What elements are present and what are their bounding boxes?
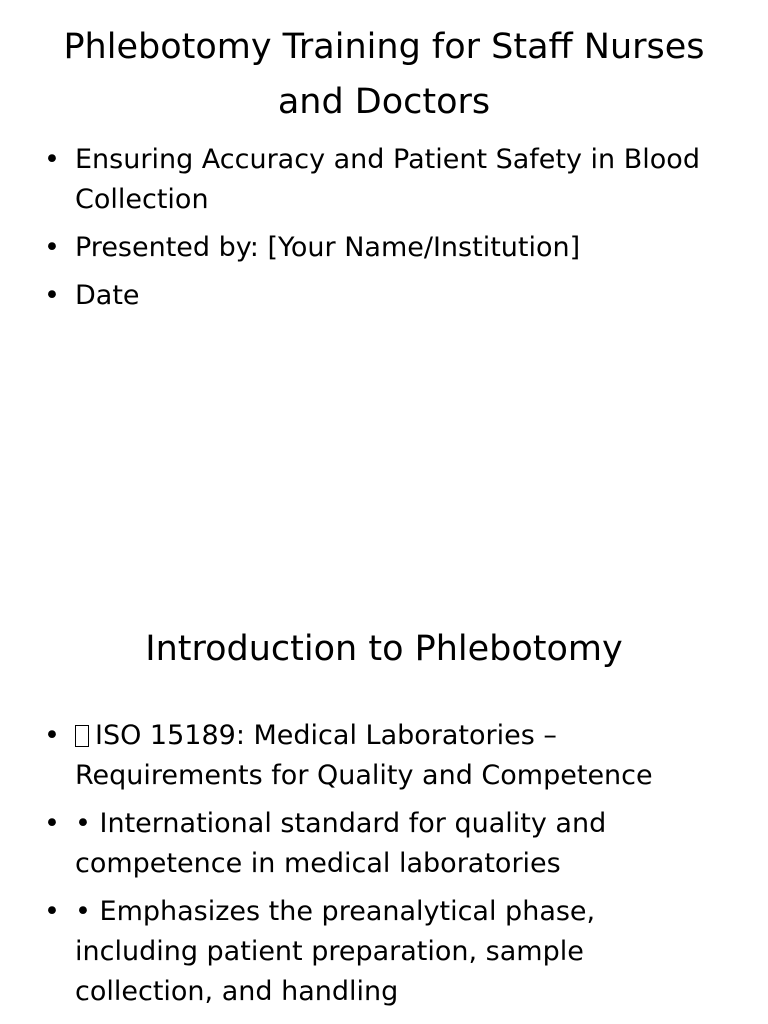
bullet-icon: • bbox=[44, 232, 60, 263]
slide-1-title: Phlebotomy Training for Staff Nurses and Doctors bbox=[63, 27, 705, 122]
missing-glyph-icon bbox=[75, 725, 89, 747]
bullet-text: Date bbox=[75, 280, 140, 311]
bullet-text: ISO 15189: Medical Laboratories – Requirements for Quality and Competence bbox=[75, 720, 653, 791]
bullet-icon: • bbox=[44, 144, 60, 175]
bullet-icon: • bbox=[44, 808, 60, 839]
list-item bbox=[40, 228, 720, 268]
slide-1-bullet-list bbox=[40, 140, 720, 324]
bullet-text: • International standard for quality and competence in medical laboratories bbox=[75, 808, 607, 879]
list-item bbox=[40, 276, 720, 316]
slide-2 bbox=[0, 512, 768, 1024]
list-item bbox=[40, 804, 720, 884]
bullet-text: Ensuring Accuracy and Patient Safety in Blood Collection bbox=[75, 144, 700, 215]
bullet-text: Presented by: [Your Name/Institution] bbox=[75, 232, 581, 263]
bullet-icon: • bbox=[44, 720, 60, 751]
list-item bbox=[40, 140, 720, 220]
list-item bbox=[40, 892, 720, 1012]
list-item bbox=[40, 716, 720, 796]
bullet-icon: • bbox=[44, 280, 60, 311]
slide-2-title: Introduction to Phlebotomy bbox=[145, 629, 623, 669]
bullet-text: • Emphasizes the preanalytical phase, including patient preparation, sample collection, and handling bbox=[75, 896, 596, 1007]
bullet-icon: • bbox=[44, 896, 60, 927]
slide-2-bullet-list bbox=[40, 716, 720, 1020]
